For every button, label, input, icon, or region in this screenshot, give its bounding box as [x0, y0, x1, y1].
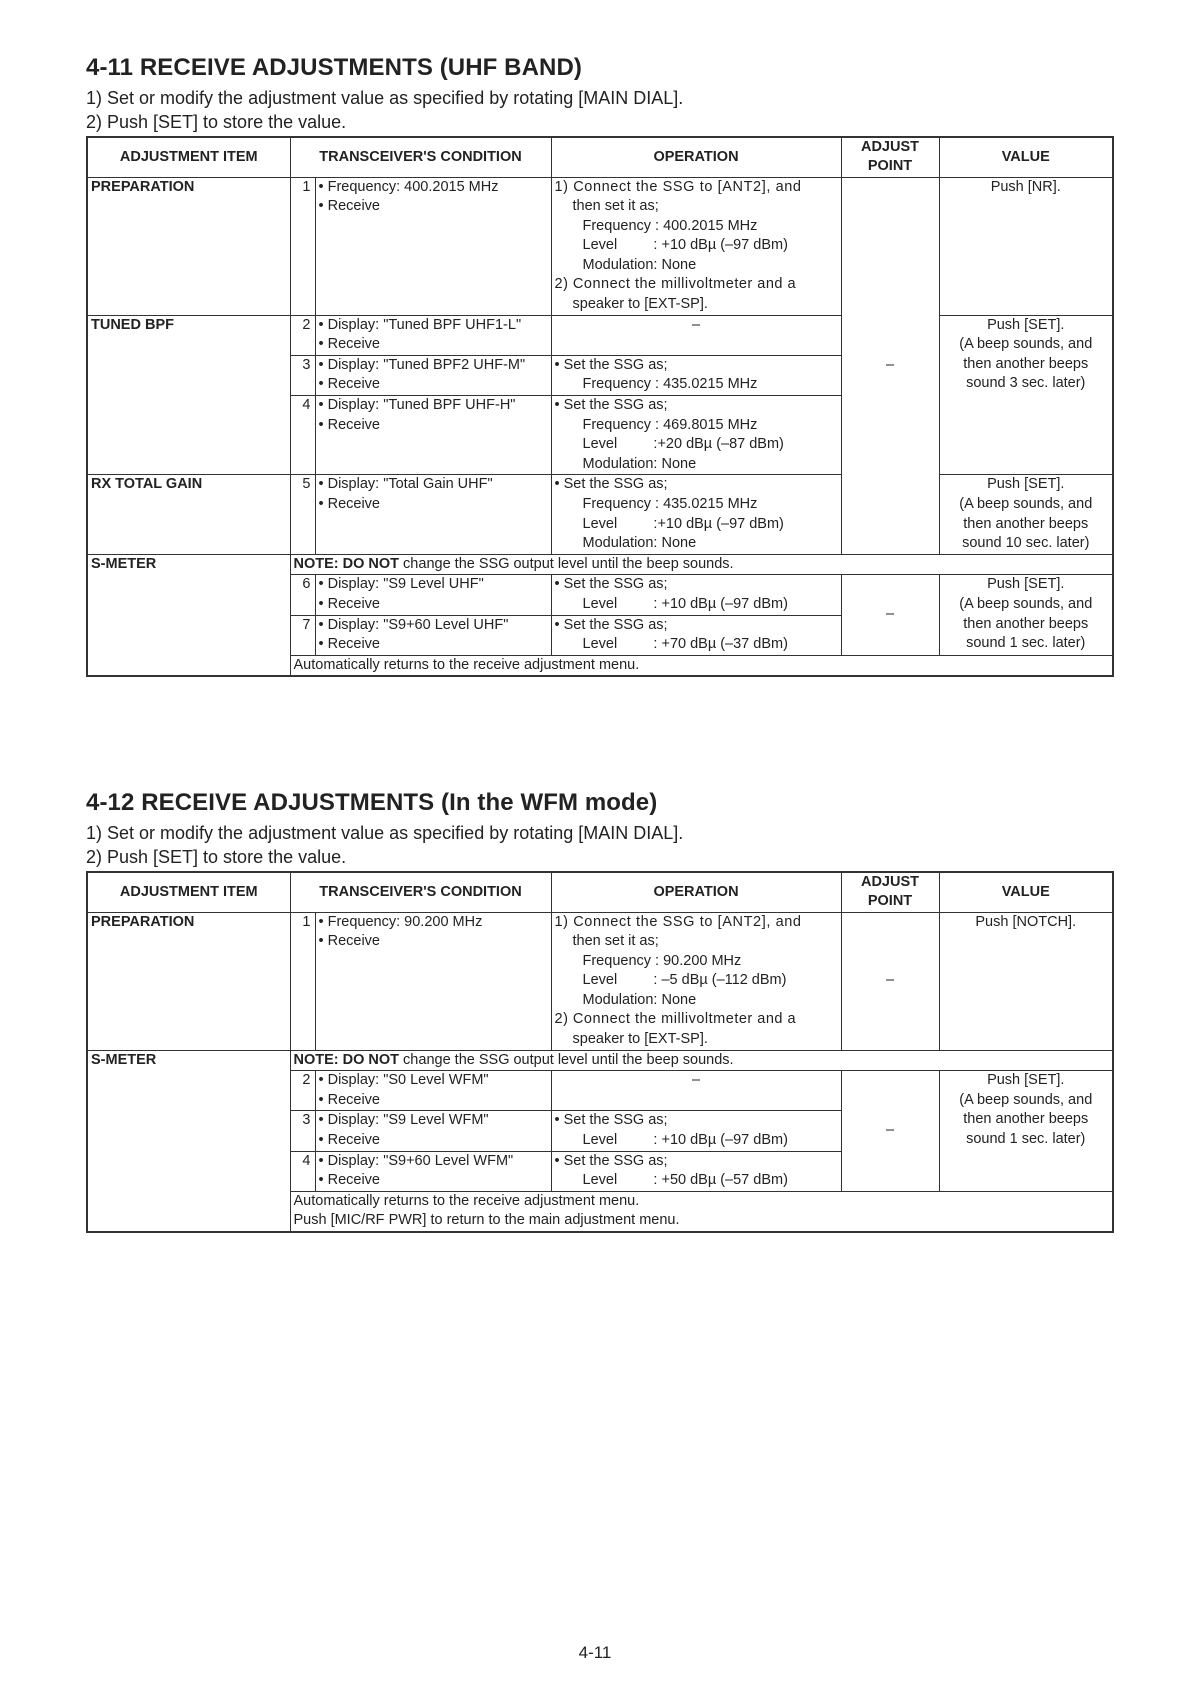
item-s-meter: S-METER	[87, 554, 290, 676]
header-value: VALUE	[939, 137, 1113, 177]
table-row	[87, 177, 1113, 315]
operation-cell: 1) Connect the SSG to [ANT2], and then set it as; Frequency : 400.2015 MHz Level : +10 dBµ (–97 dBm) Modulation: None 2) Connect the millivoltmeter and a speaker to [EXT-SP].	[551, 177, 841, 315]
operation-cell: –	[551, 315, 841, 355]
step-number: 1	[290, 912, 315, 1050]
operation-cell: • Set the SSG as; Level : +70 dBµ (–37 dBm)	[551, 615, 841, 655]
step-1: 1) Set or modify the adjustment value as specified by rotating [MAIN DIAL].	[86, 823, 684, 843]
step-2: 2) Push [SET] to store the value.	[86, 112, 347, 132]
adjust-point-cell: –	[841, 575, 939, 655]
operation-cell: • Set the SSG as; Frequency : 435.0215 MHz	[551, 355, 841, 395]
header-operation: OPERATION	[551, 872, 841, 912]
step-number: 3	[290, 1111, 315, 1151]
value-cell: Push [SET]. (A beep sounds, and then another beeps sound 1 sec. later)	[939, 575, 1113, 655]
section-title: 4-11 RECEIVE ADJUSTMENTS (UHF BAND)	[86, 54, 583, 81]
item-s-meter: S-METER	[87, 1050, 290, 1232]
step-number: 4	[290, 1151, 315, 1191]
section-uhf	[86, 54, 1112, 677]
adjust-point-cell: –	[841, 912, 939, 1050]
operation-cell: • Set the SSG as; Level : +10 dBµ (–97 dBm)	[551, 1111, 841, 1151]
step-number: 5	[290, 475, 315, 554]
condition-cell: • Display: "Total Gain UHF" • Receive	[315, 475, 551, 554]
step-1: 1) Set or modify the adjustment value as specified by rotating [MAIN DIAL].	[86, 88, 684, 108]
header-adjust-point: ADJUST POINT	[841, 872, 939, 912]
condition-cell: • Frequency: 400.2015 MHz • Receive	[315, 177, 551, 315]
condition-cell: • Frequency: 90.200 MHz • Receive	[315, 912, 551, 1050]
value-cell: Push [SET]. (A beep sounds, and then another beeps sound 10 sec. later)	[939, 475, 1113, 554]
step-number: 4	[290, 396, 315, 475]
item-rx-total-gain: RX TOTAL GAIN	[87, 475, 290, 554]
operation-cell: • Set the SSG as; Frequency : 435.0215 MHz Level :+10 dBµ (–97 dBm) Modulation: None	[551, 475, 841, 554]
footer-note: Automatically returns to the receive adjustment menu.	[290, 655, 1113, 676]
step-number: 6	[290, 575, 315, 615]
table-row	[87, 912, 1113, 1050]
value-cell: Push [NOTCH].	[939, 912, 1113, 1050]
operation-cell: 1) Connect the SSG to [ANT2], and then set it as; Frequency : 90.200 MHz Level : –5 dBµ (–112 dBm) Modulation: None 2) Connect the millivoltmeter and a speaker to [EXT-SP].	[551, 912, 841, 1050]
operation-cell: • Set the SSG as; Frequency : 469.8015 MHz Level :+20 dBµ (–87 dBm) Modulation: None	[551, 396, 841, 475]
item-tuned-bpf: TUNED BPF	[87, 315, 290, 475]
condition-cell: • Display: "S0 Level WFM" • Receive	[315, 1071, 551, 1111]
condition-cell: • Display: "S9 Level UHF" • Receive	[315, 575, 551, 615]
instructions	[86, 86, 1112, 134]
header-condition: TRANSCEIVER'S CONDITION	[290, 137, 551, 177]
header-condition: TRANSCEIVER'S CONDITION	[290, 872, 551, 912]
section-title: 4-12 RECEIVE ADJUSTMENTS (In the WFM mode)	[86, 789, 658, 816]
header-adjust-point: ADJUST POINT	[841, 137, 939, 177]
step-number: 2	[290, 1071, 315, 1111]
condition-cell: • Display: "S9+60 Level UHF" • Receive	[315, 615, 551, 655]
instructions	[86, 821, 1112, 869]
adjustment-table	[86, 871, 1114, 1233]
adjust-point-cell: –	[841, 1071, 939, 1192]
operation-cell: –	[551, 1071, 841, 1111]
header-value: VALUE	[939, 872, 1113, 912]
condition-cell: • Display: "Tuned BPF UHF1-L" • Receive	[315, 315, 551, 355]
table-row	[87, 315, 1113, 355]
step-number: 1	[290, 177, 315, 315]
value-cell: Push [NR].	[939, 177, 1113, 315]
footer-note: Automatically returns to the receive adjustment menu. Push [MIC/RF PWR] to return to the main adjustment menu.	[290, 1191, 1113, 1232]
table-row	[87, 1050, 1113, 1071]
condition-cell: • Display: "Tuned BPF UHF-H" • Receive	[315, 396, 551, 475]
page-number: 4-11	[578, 1643, 612, 1662]
step-number: 2	[290, 315, 315, 355]
section-wfm	[86, 789, 1112, 1233]
adjustment-table	[86, 136, 1114, 677]
table-row	[87, 475, 1113, 554]
note-row: NOTE: DO NOT change the SSG output level until the beep sounds.	[290, 554, 1113, 575]
header-item: ADJUSTMENT ITEM	[87, 137, 290, 177]
step-2: 2) Push [SET] to store the value.	[86, 847, 347, 867]
value-cell: Push [SET]. (A beep sounds, and then another beeps sound 3 sec. later)	[939, 315, 1113, 475]
condition-cell: • Display: "S9 Level WFM" • Receive	[315, 1111, 551, 1151]
step-number: 7	[290, 615, 315, 655]
operation-cell: • Set the SSG as; Level : +10 dBµ (–97 dBm)	[551, 575, 841, 615]
condition-cell: • Display: "S9+60 Level WFM" • Receive	[315, 1151, 551, 1191]
operation-cell: • Set the SSG as; Level : +50 dBµ (–57 dBm)	[551, 1151, 841, 1191]
table-row	[87, 554, 1113, 575]
condition-cell: • Display: "Tuned BPF2 UHF-M" • Receive	[315, 355, 551, 395]
step-number: 3	[290, 355, 315, 395]
header-operation: OPERATION	[551, 137, 841, 177]
table-header	[87, 872, 1113, 912]
table-header	[87, 137, 1113, 177]
item-preparation: PREPARATION	[87, 912, 290, 1050]
header-item: ADJUSTMENT ITEM	[87, 872, 290, 912]
adjust-point-cell: –	[841, 177, 939, 554]
item-preparation: PREPARATION	[87, 177, 290, 315]
note-row: NOTE: DO NOT change the SSG output level until the beep sounds.	[290, 1050, 1113, 1071]
value-cell: Push [SET]. (A beep sounds, and then another beeps sound 1 sec. later)	[939, 1071, 1113, 1192]
